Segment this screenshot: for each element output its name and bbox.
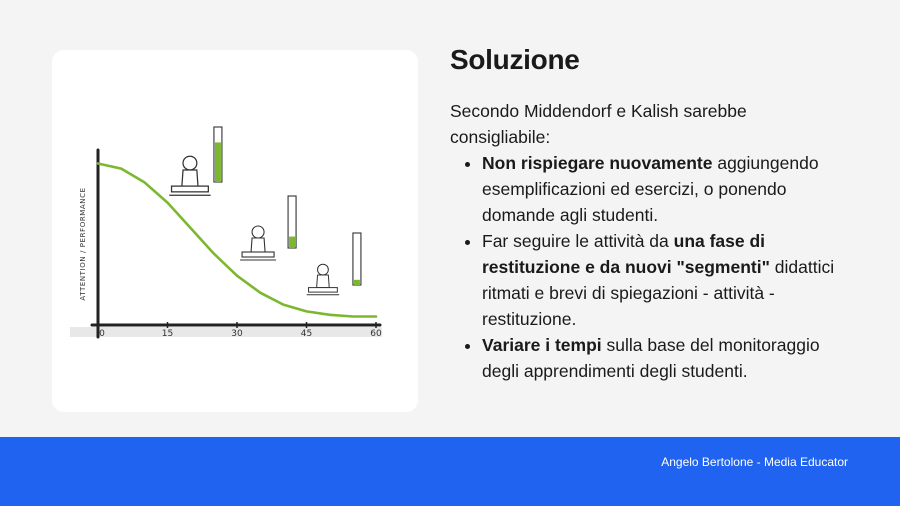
footer-credit: Angelo Bertolone - Media Educator [661, 455, 848, 469]
student-figure [169, 156, 210, 195]
intro-text: Secondo Middendorf e Kalish sarebbe consigliabile: [450, 101, 747, 147]
bullet-bold: una fase di restituzione e da nuovi "segmenti" [482, 231, 770, 277]
bullet-bold: Variare i tempi [482, 335, 602, 355]
chart-card [52, 50, 418, 412]
figure-desk [309, 288, 338, 293]
x-tick-label: 45 [300, 329, 313, 339]
bullet-text: aggiungendo esemplificazioni ed esercizi, o ponendo domande agli studenti. [482, 153, 819, 225]
x-tick-label: 60 [370, 329, 382, 339]
x-tick-label: 15 [161, 329, 174, 339]
bullet-text: Far seguire le attività da [482, 231, 674, 251]
footer-bar [0, 437, 900, 506]
bullet-text: sulla base del monitoraggio degli apprendimenti degli studenti. [482, 335, 820, 381]
student-figure [307, 264, 339, 295]
bullet-item [482, 332, 850, 384]
figure-body [317, 275, 330, 288]
x-tick-label: 30 [231, 329, 243, 339]
x-tick-label: 0 [99, 329, 105, 339]
bullet-list [450, 150, 850, 384]
attention-chart [52, 50, 418, 412]
slide-content [450, 98, 850, 384]
y-axis-label: ATTENTION / PERFORMANCE [79, 187, 87, 301]
figure-body [251, 238, 265, 252]
bullet-item [482, 228, 850, 332]
figure-head [252, 226, 264, 238]
bullet-bold: Non rispiegare nuovamente [482, 153, 713, 173]
page-title: Soluzione [450, 44, 580, 75]
figure-desk [242, 252, 274, 257]
figure-head [318, 264, 329, 275]
figure-head [183, 156, 197, 170]
bullet-text: didattici ritmati e brevi di spiegazioni - attività - restituzione. [482, 257, 835, 329]
student-figures [169, 156, 339, 295]
axis-shadow [70, 327, 382, 337]
gauge-fill [354, 280, 360, 285]
gauge-fill [215, 142, 221, 182]
gauge-fill [289, 237, 295, 248]
attention-gauge [353, 233, 361, 285]
bullet-item [482, 150, 850, 228]
attention-curve [98, 164, 376, 317]
figure-desk [172, 186, 209, 192]
student-figure [240, 226, 276, 260]
figure-body [182, 170, 198, 186]
